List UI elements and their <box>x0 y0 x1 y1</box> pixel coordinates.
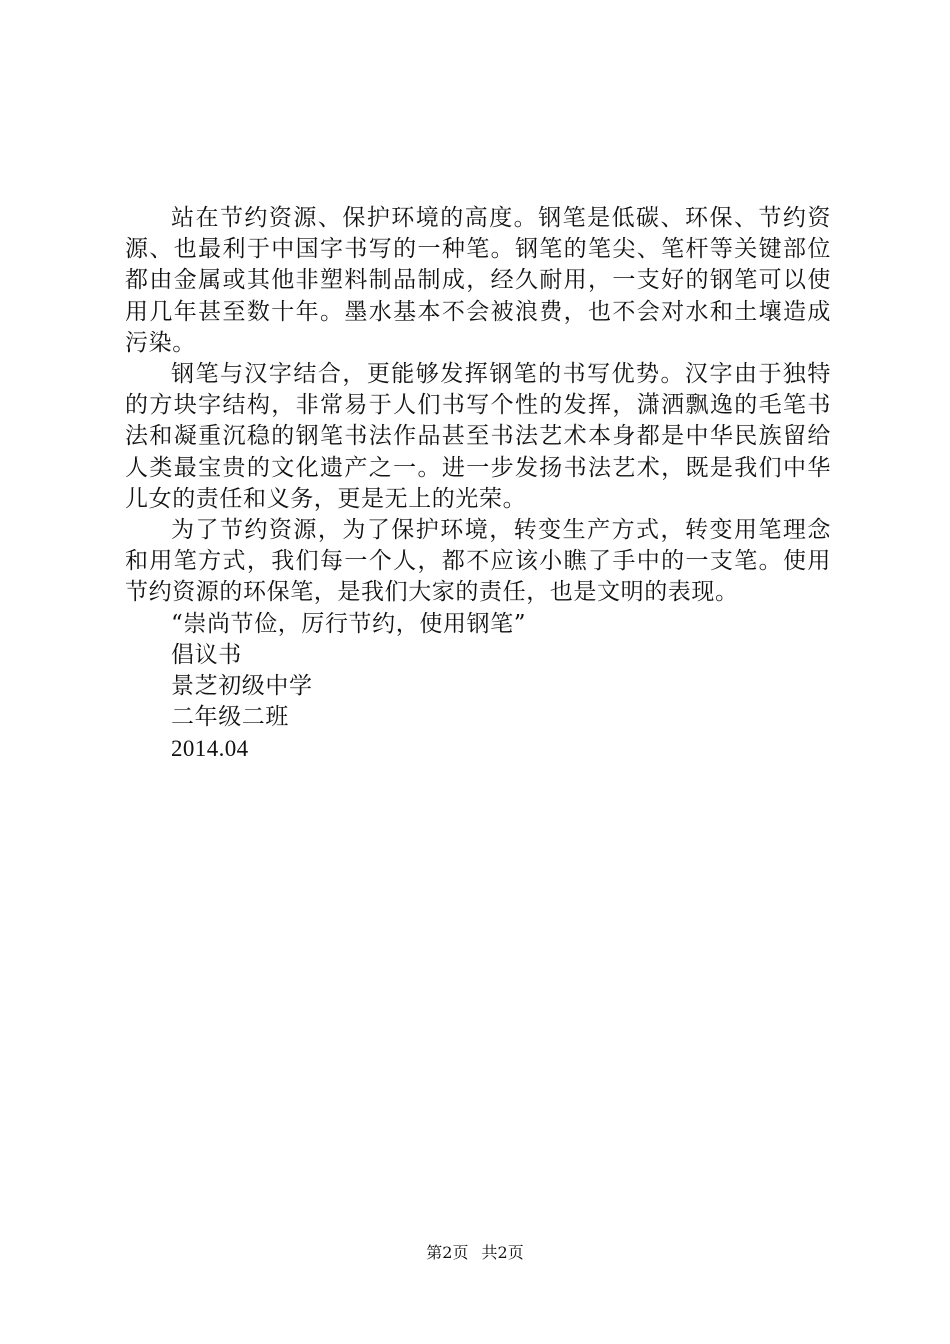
paragraph-environment: 站在节约资源、保护环境的高度。钢笔是低碳、环保、节约资源、也最利于中国字书写的一种笔。钢笔的笔尖、笔杆等关键部位都由金属或其他非塑料制品制成，经久耐用，一支好的钢笔可以使用几年甚至数十年。墨水基本不会被浪费，也不会对水和土壤造成污染。 <box>125 205 831 356</box>
page-footer <box>0 1242 950 1264</box>
document-type: 倡议书 <box>171 641 242 668</box>
page-number-total: 共2页 <box>481 1243 524 1262</box>
paragraph-calligraphy: 钢笔与汉字结合，更能够发挥钢笔的书写优势。汉字由于独特的方块字结构，非常易于人们书写个性的发挥，潇洒飘逸的毛笔书法和凝重沉稳的钢笔书法作品甚至书法艺术本身都是中华民族留给人类最宝贵的文化遗产之一。进一步发扬书法艺术，既是我们中华儿女的责任和义务，更是无上的光荣。 <box>125 361 831 512</box>
paragraph-call-to-action: 为了节约资源，为了保护环境，转变生产方式，转变用笔理念和用笔方式，我们每一个人，都不应该小瞧了手中的一支笔。使用节约资源的环保笔，是我们大家的责任，也是文明的表现。 <box>125 517 831 606</box>
class-name: 二年级二班 <box>171 704 289 731</box>
document-date: 2014.04 <box>171 736 249 762</box>
document-body <box>125 203 831 765</box>
slogan: “崇尚节俭，厉行节约，使用钢笔” <box>171 610 527 637</box>
school-name: 景芝初级中学 <box>171 673 313 700</box>
page-number-current: 第2页 <box>426 1243 469 1262</box>
